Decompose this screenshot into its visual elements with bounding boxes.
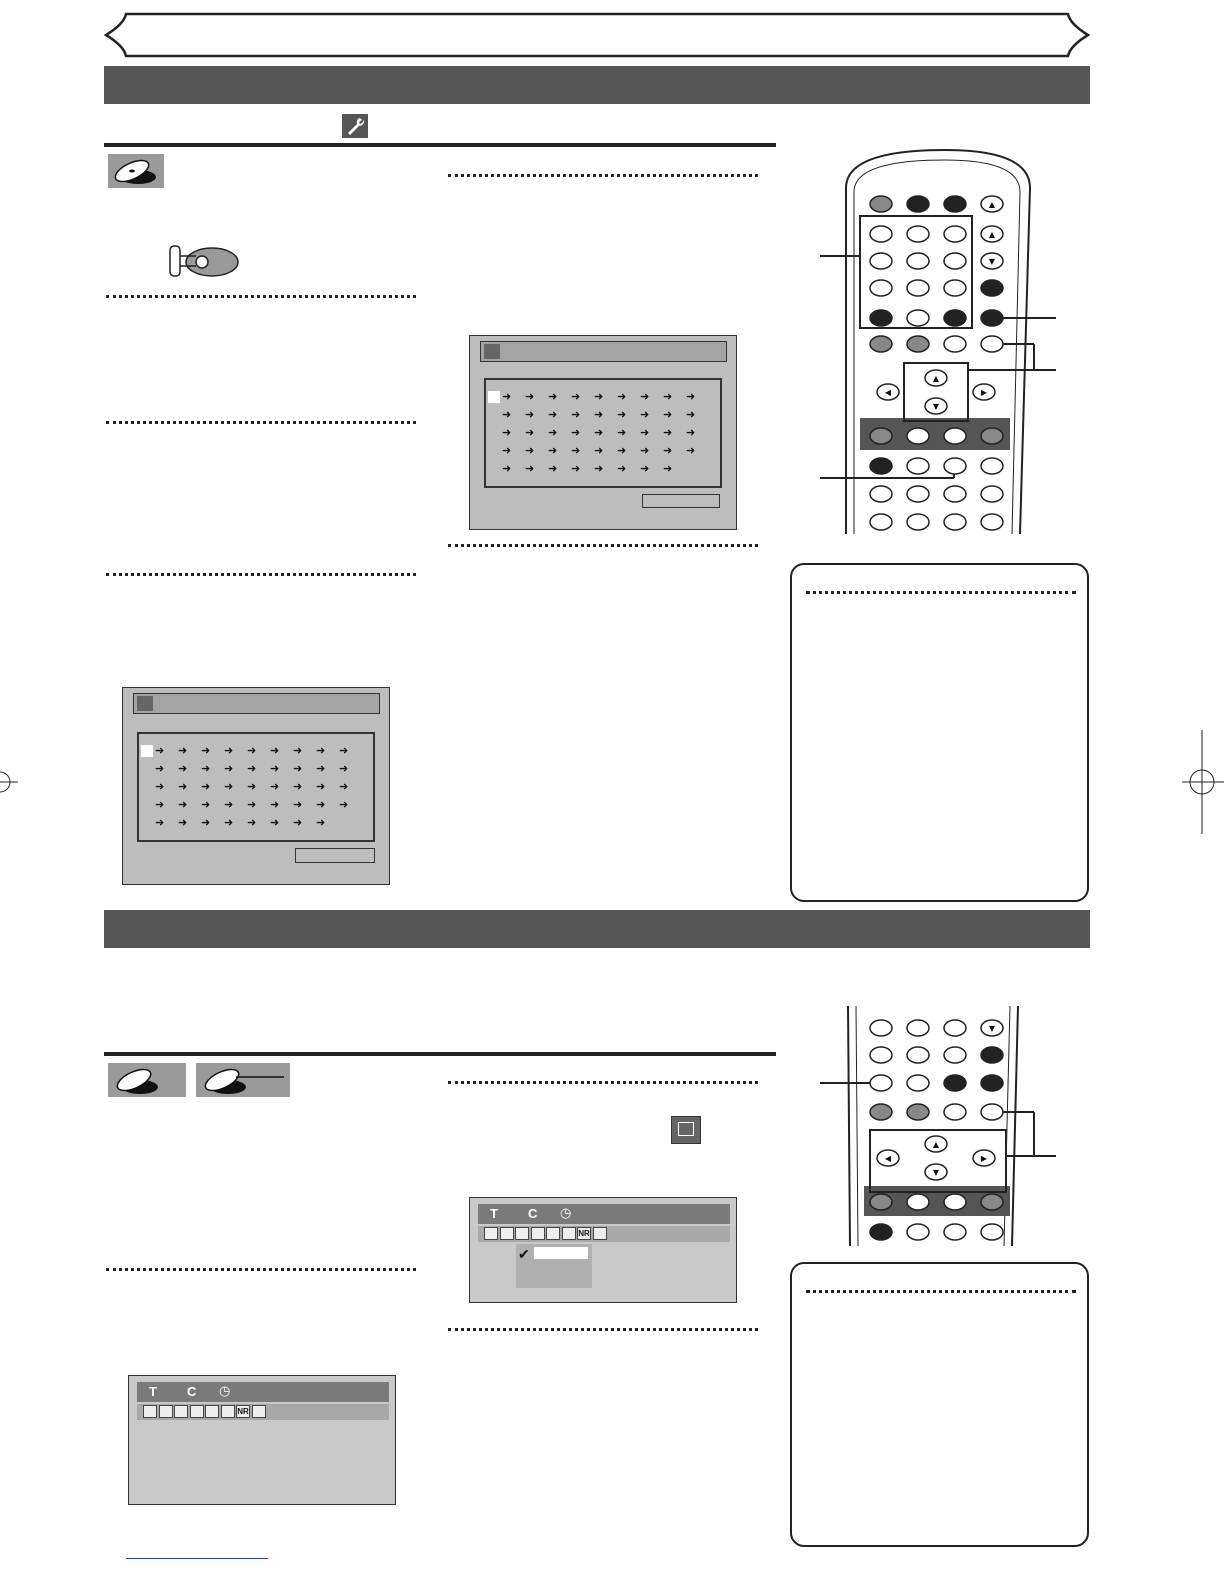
remote-control: [820, 1006, 1070, 1246]
up-button-glyph: ▲: [932, 374, 940, 383]
grid-arrow[interactable]: ➜: [617, 463, 627, 475]
grid-arrow[interactable]: ➜: [270, 781, 280, 793]
section-rule-1: [104, 143, 776, 147]
grid-arrow[interactable]: ➜: [525, 409, 535, 421]
grid-arrow[interactable]: ➜: [594, 463, 604, 475]
grid-arrow[interactable]: ➜: [594, 445, 604, 457]
remote-button[interactable]: [907, 1020, 929, 1036]
remote-button[interactable]: [944, 1194, 966, 1210]
grid-arrow[interactable]: ➜: [201, 799, 211, 811]
screen-setup-2: [469, 335, 737, 530]
grid-arrow[interactable]: ➜: [201, 745, 211, 757]
grid-arrow[interactable]: ➜: [224, 781, 234, 793]
remote-button[interactable]: [944, 1075, 966, 1091]
grid-arrow[interactable]: ➜: [316, 781, 326, 793]
grid-arrow[interactable]: ➜: [316, 763, 326, 775]
number-button[interactable]: [907, 253, 929, 269]
grid-arrow[interactable]: ➜: [339, 745, 349, 757]
crop-mark: [0, 762, 20, 802]
remote-control: [820, 148, 1070, 538]
section-banner-1: [104, 66, 1090, 104]
remote-button[interactable]: [981, 1047, 1003, 1063]
grid-arrow[interactable]: ➜: [224, 799, 234, 811]
subtitle-dropdown[interactable]: [516, 1244, 592, 1288]
remote-button[interactable]: [944, 428, 966, 444]
grid-arrow[interactable]: ➜: [502, 463, 512, 475]
grid-arrow[interactable]: ➜: [293, 763, 303, 775]
grid-arrow[interactable]: ➜: [224, 763, 234, 775]
grid-arrow[interactable]: ➜: [502, 391, 512, 403]
remote-button[interactable]: [944, 1104, 966, 1120]
grid-arrow[interactable]: ➜: [339, 799, 349, 811]
menu-icon[interactable]: [562, 1227, 576, 1240]
menu-icon[interactable]: [143, 1405, 157, 1418]
grid-arrow[interactable]: ➜: [640, 391, 650, 403]
grid-arrow[interactable]: ➜: [640, 409, 650, 421]
remote-button[interactable]: [944, 336, 966, 352]
grid-arrow[interactable]: ➜: [686, 427, 696, 439]
remote-button[interactable]: [944, 1020, 966, 1036]
menu-icon[interactable]: [159, 1405, 173, 1418]
grid-arrow[interactable]: ➜: [617, 391, 627, 403]
remote-button-glyph: ▼: [988, 1024, 996, 1033]
grid-arrow[interactable]: ➜: [339, 781, 349, 793]
noise-reduction-icon[interactable]: NR: [237, 1407, 249, 1416]
remote-button[interactable]: [944, 458, 966, 474]
grid-arrow[interactable]: ➜: [247, 745, 257, 757]
screen-button[interactable]: [295, 848, 375, 863]
remote-button[interactable]: [907, 1224, 929, 1240]
grid-arrow[interactable]: ➜: [247, 763, 257, 775]
screen-grid: [484, 378, 722, 488]
grid-arrow[interactable]: ➜: [617, 445, 627, 457]
grid-arrow[interactable]: ➜: [571, 445, 581, 457]
screen-display-menu-2: [469, 1197, 737, 1303]
remote-button[interactable]: [981, 486, 1003, 502]
section-banner-2: [104, 910, 1090, 948]
number-button[interactable]: [870, 226, 892, 242]
remote-button[interactable]: [944, 486, 966, 502]
grid-arrow[interactable]: ➜: [316, 799, 326, 811]
grid-arrow[interactable]: ➜: [663, 463, 673, 475]
dotted-rule: [106, 1268, 416, 1271]
time-indicator: ◷: [219, 1383, 231, 1398]
remote-button[interactable]: [870, 1020, 892, 1036]
menu-icon[interactable]: [515, 1227, 529, 1240]
grid-arrow[interactable]: ➜: [663, 409, 673, 421]
chapter-indicator: C: [187, 1384, 197, 1399]
grid-arrow[interactable]: ➜: [548, 409, 558, 421]
time-indicator: ◷: [560, 1205, 572, 1220]
grid-arrow[interactable]: ➜: [155, 817, 165, 829]
grid-arrow[interactable]: ➜: [640, 445, 650, 457]
grid-arrow[interactable]: ➜: [548, 463, 558, 475]
note-box: [790, 1262, 1089, 1547]
grid-arrow[interactable]: ➜: [502, 445, 512, 457]
grid-arrow[interactable]: ➜: [640, 427, 650, 439]
remote-button[interactable]: [981, 310, 1003, 326]
remote-button[interactable]: [907, 428, 929, 444]
grid-arrow[interactable]: ➜: [525, 463, 535, 475]
remote-button[interactable]: [907, 514, 929, 530]
dotted-rule: [448, 1081, 758, 1084]
header-banner: [104, 12, 1090, 58]
dotted-rule: [448, 1328, 758, 1331]
screen-title-bar: [480, 341, 727, 362]
menu-icon[interactable]: [531, 1227, 545, 1240]
number-button[interactable]: [944, 280, 966, 296]
subtitle-icon: [671, 1116, 701, 1144]
grid-arrow[interactable]: ➜: [316, 745, 326, 757]
subtitle-option-selected[interactable]: [534, 1247, 588, 1259]
disc-icon: [484, 344, 500, 359]
grid-arrow[interactable]: ➜: [178, 817, 188, 829]
grid-arrow[interactable]: ➜: [293, 781, 303, 793]
screen-title-bar: [133, 693, 380, 714]
grid-arrow[interactable]: ➜: [525, 391, 535, 403]
grid-arrow[interactable]: ➜: [548, 445, 558, 457]
menu-icon[interactable]: [546, 1227, 560, 1240]
grid-arrow[interactable]: ➜: [178, 763, 188, 775]
grid-arrow[interactable]: ➜: [502, 427, 512, 439]
remote-button[interactable]: [870, 1075, 892, 1091]
disc-tray-icon: [166, 244, 240, 280]
grid-arrow[interactable]: ➜: [502, 409, 512, 421]
remote-button[interactable]: [907, 1104, 929, 1120]
remote-button[interactable]: [870, 428, 892, 444]
grid-arrow[interactable]: ➜: [594, 427, 604, 439]
remote-button[interactable]: [907, 486, 929, 502]
channel-up-button-glyph: ▲: [988, 230, 996, 239]
remote-button[interactable]: [907, 336, 929, 352]
remote-button[interactable]: [907, 310, 929, 326]
menu-icon[interactable]: [500, 1227, 514, 1240]
remote-button[interactable]: [981, 1075, 1003, 1091]
remote-button[interactable]: [907, 196, 929, 212]
grid-arrow[interactable]: ➜: [224, 817, 234, 829]
number-button[interactable]: [907, 280, 929, 296]
grid-arrow[interactable]: ➜: [178, 745, 188, 757]
grid-arrow[interactable]: ➜: [155, 763, 165, 775]
grid-arrow[interactable]: ➜: [201, 763, 211, 775]
dotted-rule: [806, 1290, 1076, 1293]
grid-arrow[interactable]: ➜: [316, 817, 326, 829]
footer-link-rule: [126, 1558, 268, 1559]
chapter-indicator: C: [528, 1206, 538, 1221]
remote-button[interactable]: [981, 1194, 1003, 1210]
channel-down-button-glyph: ▼: [988, 257, 996, 266]
check-icon: ✔: [518, 1246, 530, 1262]
screen-grid: [137, 732, 375, 842]
display-menu-bar: [137, 1382, 389, 1402]
dotted-rule: [806, 591, 1076, 594]
menu-icon[interactable]: [221, 1405, 235, 1418]
dotted-rule: [106, 573, 416, 576]
dotted-rule: [106, 421, 416, 424]
note-box: [790, 563, 1089, 902]
down-button-glyph: ▼: [932, 402, 940, 411]
grid-arrow[interactable]: ➜: [155, 745, 165, 757]
remote-button[interactable]: [870, 458, 892, 474]
grid-arrow[interactable]: ➜: [201, 817, 211, 829]
grid-arrow[interactable]: ➜: [201, 781, 211, 793]
down-button-glyph: ▼: [932, 1168, 940, 1177]
remote-button[interactable]: [981, 1224, 1003, 1240]
grid-arrow[interactable]: ➜: [247, 817, 257, 829]
grid-arrow[interactable]: ➜: [155, 781, 165, 793]
grid-cursor: [141, 745, 153, 757]
remote-button[interactable]: [870, 1224, 892, 1240]
remote-button[interactable]: [907, 1075, 929, 1091]
remote-button[interactable]: [944, 514, 966, 530]
disc-icon: [196, 1063, 290, 1097]
menu-icon[interactable]: [484, 1227, 498, 1240]
menu-icon[interactable]: [174, 1405, 188, 1418]
remote-button[interactable]: [907, 1194, 929, 1210]
disc-icon: [137, 696, 153, 711]
remote-button[interactable]: [981, 428, 1003, 444]
grid-arrow[interactable]: ➜: [224, 745, 234, 757]
remote-button[interactable]: [981, 336, 1003, 352]
right-button-glyph: ▶: [980, 1154, 988, 1163]
remote-button[interactable]: [870, 486, 892, 502]
remote-button[interactable]: [870, 336, 892, 352]
left-button-glyph: ◀: [884, 388, 892, 397]
grid-arrow[interactable]: ➜: [270, 763, 280, 775]
grid-arrow[interactable]: ➜: [594, 409, 604, 421]
remote-button[interactable]: [944, 310, 966, 326]
grid-arrow[interactable]: ➜: [525, 427, 535, 439]
menu-icon[interactable]: [205, 1405, 219, 1418]
grid-arrow[interactable]: ➜: [663, 391, 673, 403]
remote-button[interactable]: [944, 1047, 966, 1063]
menu-icon[interactable]: [190, 1405, 204, 1418]
grid-arrow[interactable]: ➜: [293, 799, 303, 811]
disc-icon: [108, 154, 164, 188]
screen-button[interactable]: [642, 494, 720, 508]
wrench-icon: [342, 114, 368, 138]
grid-arrow[interactable]: ➜: [640, 463, 650, 475]
remote-button[interactable]: [870, 196, 892, 212]
grid-arrow[interactable]: ➜: [178, 799, 188, 811]
screen-setup-1: [122, 687, 390, 885]
number-button[interactable]: [870, 253, 892, 269]
grid-arrow[interactable]: ➜: [617, 409, 627, 421]
remote-button[interactable]: [981, 280, 1003, 296]
grid-arrow[interactable]: ➜: [548, 391, 558, 403]
grid-arrow[interactable]: ➜: [571, 409, 581, 421]
eject-button-glyph: ▲: [988, 200, 996, 209]
number-button[interactable]: [944, 253, 966, 269]
menu-icon[interactable]: [593, 1227, 607, 1240]
grid-arrow[interactable]: ➜: [571, 391, 581, 403]
display-icon-row: [478, 1226, 730, 1242]
grid-arrow[interactable]: ➜: [548, 427, 558, 439]
grid-arrow[interactable]: ➜: [525, 445, 535, 457]
dotted-rule: [448, 544, 758, 547]
grid-arrow[interactable]: ➜: [663, 445, 673, 457]
number-button[interactable]: [870, 280, 892, 296]
number-button[interactable]: [907, 226, 929, 242]
remote-button[interactable]: [870, 1047, 892, 1063]
grid-cursor: [488, 391, 500, 403]
remote-button[interactable]: [944, 196, 966, 212]
grid-arrow[interactable]: ➜: [247, 781, 257, 793]
screen-display-menu-1: [128, 1375, 396, 1505]
remote-button[interactable]: [907, 1047, 929, 1063]
grid-arrow[interactable]: ➜: [155, 799, 165, 811]
grid-arrow[interactable]: ➜: [339, 763, 349, 775]
grid-arrow[interactable]: ➜: [594, 391, 604, 403]
remote-button[interactable]: [870, 1104, 892, 1120]
dotted-rule: [448, 174, 758, 177]
right-button-glyph: ▶: [980, 388, 988, 397]
remote-button[interactable]: [907, 458, 929, 474]
disc-icon: [108, 1063, 186, 1097]
dotted-rule: [106, 295, 416, 298]
remote-button[interactable]: [870, 310, 892, 326]
remote-button[interactable]: [981, 458, 1003, 474]
remote-button[interactable]: [870, 514, 892, 530]
noise-reduction-icon[interactable]: NR: [578, 1229, 590, 1238]
grid-arrow[interactable]: ➜: [178, 781, 188, 793]
grid-arrow[interactable]: ➜: [663, 427, 673, 439]
display-menu-bar: [478, 1204, 730, 1224]
grid-arrow[interactable]: ➜: [686, 445, 696, 457]
grid-arrow[interactable]: ➜: [571, 463, 581, 475]
title-indicator: T: [149, 1384, 157, 1399]
grid-arrow[interactable]: ➜: [686, 409, 696, 421]
remote-button[interactable]: [981, 1104, 1003, 1120]
grid-arrow[interactable]: ➜: [686, 391, 696, 403]
grid-arrow[interactable]: ➜: [270, 799, 280, 811]
grid-arrow[interactable]: ➜: [247, 799, 257, 811]
grid-arrow[interactable]: ➜: [617, 427, 627, 439]
title-indicator: T: [490, 1206, 498, 1221]
grid-arrow[interactable]: ➜: [270, 817, 280, 829]
grid-arrow[interactable]: ➜: [571, 427, 581, 439]
crop-mark: [1176, 730, 1224, 834]
remote-button[interactable]: [944, 1224, 966, 1240]
grid-arrow[interactable]: ➜: [293, 745, 303, 757]
number-button[interactable]: [944, 226, 966, 242]
section-rule-2: [104, 1052, 776, 1056]
remote-button[interactable]: [981, 514, 1003, 530]
display-icon-row: [137, 1404, 389, 1420]
menu-icon[interactable]: [252, 1405, 266, 1418]
grid-arrow[interactable]: ➜: [293, 817, 303, 829]
up-button-glyph: ▲: [932, 1140, 940, 1149]
left-button-glyph: ◀: [884, 1154, 892, 1163]
grid-arrow[interactable]: ➜: [270, 745, 280, 757]
remote-button[interactable]: [870, 1194, 892, 1210]
